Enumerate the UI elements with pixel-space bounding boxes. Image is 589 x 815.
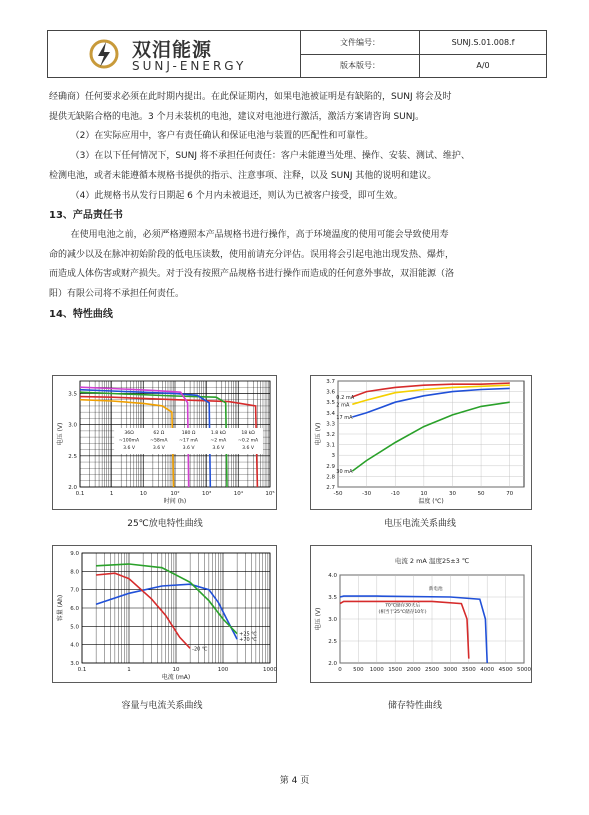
paragraph-line: 提供无缺陷合格的电池。3 个月未装机的电池，建议对电池进行激活，激活方案请咨询 SUNJ。 [49,111,425,122]
x-tick-label: -50 [333,491,343,497]
document-body [49,88,545,324]
y-axis-label: 容量 (Ah) [57,594,64,622]
page-number: 第 4 页 [279,776,310,786]
x-tick-label: 10³ [202,491,212,497]
document-header [47,30,547,78]
x-tick-label: 4000 [480,667,495,673]
load-table-cell: 3.6 V [242,446,255,451]
x-tick-label: 10⁴ [233,491,243,497]
load-table-cell: 36Ω [124,431,134,436]
y-tick-label: 4.0 [328,573,337,579]
y-tick-label: 3.6 [326,389,335,396]
x-tick-label: -10 [390,491,400,497]
y-tick-label: 3.3 [326,421,335,428]
y-tick-label: 3.5 [328,595,337,601]
y-tick-label: 4.0 [70,642,79,649]
load-table-cell: ~2 mA [210,438,227,444]
y-tick-label: 3.4 [326,410,335,417]
storage-chart [310,545,532,683]
x-tick-label: 0.1 [77,667,87,673]
x-tick-label: 1000 [369,667,384,673]
x-tick-label: 1 [109,491,114,497]
chart-title: 电流 2 mA 温度25±3 ℃ [394,557,470,565]
voltage-temperature-chart [310,375,532,510]
y-tick-label: 3.5 [326,400,335,407]
paragraph-line: 在使用电池之前，必须严格遵照本产品规格书进行操作，高于环境温度的使用可能会导致使用寿 [70,229,449,240]
doc-number-value: SUNJ.S.01.008.f [451,37,515,47]
y-tick-label: 6.0 [70,606,79,612]
load-table-cell: 3.6 V [123,446,136,451]
y-tick-label: 2.5 [68,453,77,460]
load-table-cell: 3.6 V [212,446,225,451]
annotation: (相当于25℃储存10年) [378,609,427,615]
y-tick-label: 2.0 [328,661,337,667]
series-label: 0.2 mA [336,394,355,401]
x-tick-label: 0 [338,667,342,673]
load-table-cell: ~0.2 mA [237,438,259,444]
load-table-cell: 1.8 kΩ [210,431,226,436]
doc-number-label: 文件编号： [301,31,420,54]
series-label: 30 mA [336,469,353,476]
paragraph-line: （3）在以下任何情况下，SUNJ 将不承担任何责任：客户未能遵当处理、操作、安装、测试、维护、 [70,151,470,162]
load-table-cell: 18 kΩ [241,431,255,436]
chart-caption: 25℃放电特性曲线 [127,519,203,529]
series-label: +25 ℃ [239,631,257,638]
x-tick-label: 3000 [443,667,458,673]
paragraph-line: 经确商）任何要求必须在此时期内提出。在此保证期内，如果电池被证明是有缺陷的，SUNJ 将会及时 [49,92,452,102]
load-table-cell: 3.6 V [152,446,165,451]
y-tick-label: 2.7 [326,485,335,491]
version-label: 版本版号： [301,55,420,78]
x-tick-label: 0.1 [75,491,85,497]
x-tick-label: 1500 [388,667,403,673]
paragraph-line: （2）在实际应用中，客户有责任确认和保证电池与装置的匹配性和可靠性。 [70,131,374,142]
x-tick-label: -30 [362,491,372,497]
logo-english-name: SUNJ-ENERGY [132,59,247,73]
y-tick-label: 3.0 [328,617,337,623]
x-tick-label: 10² [170,491,180,497]
version-value: A/0 [476,61,490,71]
x-tick-label: 70 [506,491,514,497]
y-tick-label: 7.0 [70,587,79,594]
x-axis-label: 温度 (℃) [418,498,444,505]
y-tick-label: 8.0 [70,569,79,576]
load-table-cell: ~58mA [150,438,168,444]
y-tick-label: 3.0 [68,422,77,429]
x-tick-label: 1000 [263,667,277,673]
y-axis-label: 电压 (V) [315,422,322,446]
x-tick-label: 10⁵ [265,491,275,497]
y-tick-label: 3 [331,453,335,460]
load-table-cell: ~17 mA [179,438,198,444]
y-tick-label: 2.5 [328,639,337,645]
y-tick-label: 5.0 [70,624,79,631]
x-tick-label: 10 [139,491,147,497]
load-table-cell: 3.6 V [182,446,195,451]
y-tick-label: 9.0 [70,551,79,557]
y-tick-label: 2.8 [326,474,335,481]
x-tick-label: 3500 [461,667,476,673]
load-table-cell: 180 Ω [181,431,196,436]
x-tick-label: 30 [448,491,456,497]
series-label: 17 mA [336,415,353,422]
x-tick-label: 10 [420,491,428,497]
load-table-cell: 62 Ω [153,431,165,436]
company-logo [48,31,301,77]
paragraph-line: （4）此规格书从发行日期起 6 个月内未被退还，则认为已被客户接受，即可生效。 [70,190,403,201]
y-tick-label: 3.1 [326,442,335,449]
y-axis-label: 电压 (V) [57,422,64,446]
series-label: +70 ℃ [239,637,257,644]
document-meta [301,31,546,77]
load-table-cell: ~100mA [118,438,140,444]
section-heading: 14、特性曲线 [49,308,113,320]
x-tick-label: 4500 [498,667,513,673]
series-label: 2 mA [336,402,350,409]
paragraph-line: 命的减少以及在脉冲初始阶段的低电压读数，使用前请充分评估。误用将会引起电池出现发热、爆炸， [49,249,455,260]
annotation: 新电池 [428,586,443,592]
chart-caption: 容量与电流关系曲线 [121,701,203,711]
x-tick-label: 2500 [425,667,439,673]
series-label: -20 ℃ [192,646,208,653]
y-tick-label: 3.5 [68,391,77,398]
y-tick-label: 3.0 [70,661,79,667]
discharge-chart [52,375,277,510]
chart-caption: 储存特性曲线 [387,701,442,711]
logo-chinese-name: 双泪能源 [132,39,213,61]
x-tick-label: 5000 [517,667,531,673]
section-heading: 13、产品责任书 [49,210,123,222]
paragraph-line: 而造成人体伤害或财产损失。对于没有按照产品规格书进行操作而造成的任何意外事故，双泪能源（洛 [49,269,455,280]
x-tick-label: 50 [477,491,485,497]
x-tick-label: 1 [127,667,131,673]
y-tick-label: 2.9 [326,463,335,470]
paragraph-line: 检测电池，或者未能遵循本规格书提供的指示、注意事项、注释，以及 SUNJ 其他的说明和建议。 [49,170,437,181]
annotation: 70℃储存30天后 [384,603,421,609]
x-axis-label: 时间 (h) [163,498,187,505]
energy-logo-icon [88,38,120,70]
x-axis-label: 电流 (mA) [161,674,191,681]
y-tick-label: 3.7 [326,379,335,385]
y-tick-label: 3.2 [326,432,335,438]
chart-caption: 电压电流关系曲线 [383,519,456,529]
paragraph-line: 阳）有限公司将不承担任何责任。 [49,289,185,300]
x-tick-label: 2000 [406,667,421,673]
y-axis-label: 电压 (V) [315,607,322,631]
x-tick-label: 10 [172,667,180,673]
y-tick-label: 2.0 [68,485,77,491]
x-tick-label: 500 [353,667,364,673]
x-tick-label: 100 [217,667,229,673]
capacity-current-chart [52,545,277,683]
